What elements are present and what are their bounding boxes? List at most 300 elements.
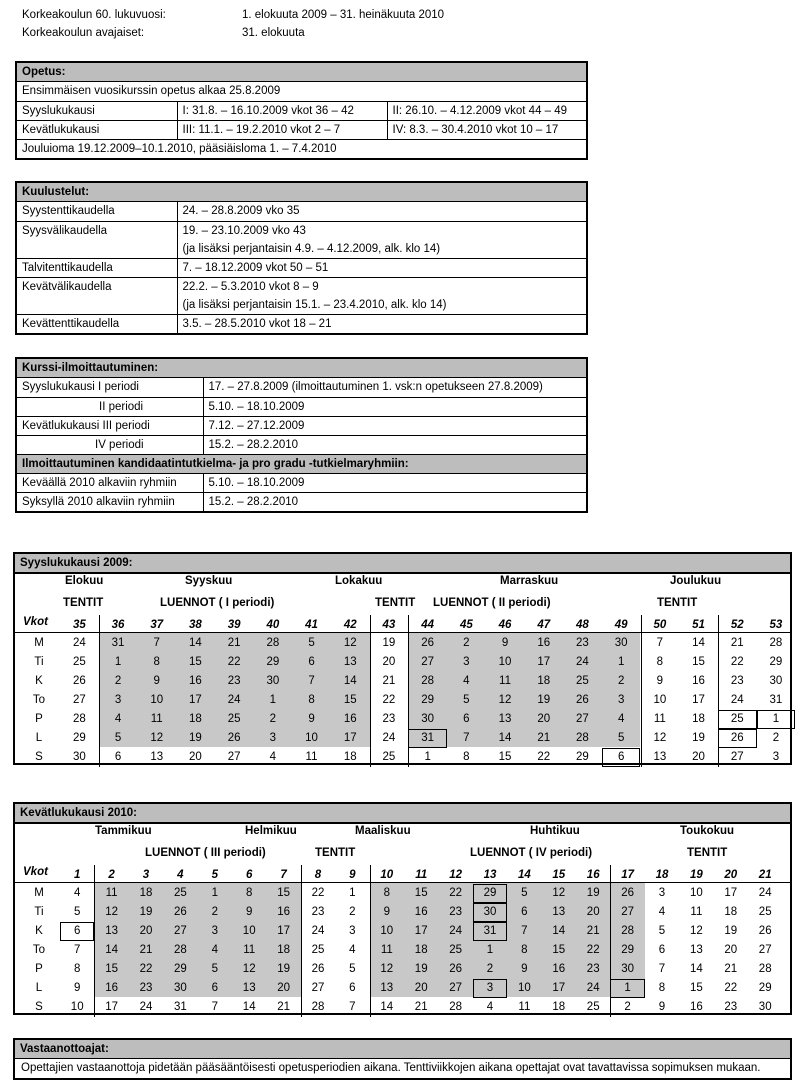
day-cell: 14	[343, 675, 357, 687]
day-cell: 16	[537, 637, 551, 649]
day-cell: 28	[769, 637, 783, 649]
week-number: 38	[189, 619, 202, 631]
day-cell: 7	[521, 925, 528, 937]
day-cell: 23	[227, 675, 241, 687]
week-number: 6	[245, 869, 253, 881]
day-cell: 21	[537, 732, 551, 744]
day-cell: 2	[486, 963, 494, 975]
day-cell: 3	[114, 694, 122, 706]
weekday-label: K	[35, 925, 43, 937]
day-cell: 13	[552, 906, 566, 918]
day-cell: 30	[769, 675, 783, 687]
day-cell: 20	[724, 944, 738, 956]
exam-row-label: Kevättenttikaudella	[17, 314, 177, 333]
week-number: 13	[483, 869, 497, 881]
month-name: Helmikuu	[245, 825, 297, 837]
day-cell: 26	[758, 925, 772, 937]
month-boundary-box	[473, 903, 507, 922]
week-number: 10	[380, 869, 394, 881]
day-cell: 3	[349, 925, 356, 937]
day-cell: 17	[537, 656, 551, 668]
week-number: 11	[415, 869, 428, 881]
period-label: LUENNOT ( III periodi)	[145, 847, 266, 859]
weekday-label: L	[35, 732, 43, 744]
day-cell: 16	[689, 1001, 703, 1013]
opetus-row-period: II: 26.10. – 4.12.2009 vkot 44 – 49	[387, 101, 586, 120]
day-cell: 14	[692, 637, 705, 649]
month-boundary-box	[473, 922, 507, 941]
day-cell: 26	[72, 675, 86, 687]
weekday-label: L	[35, 982, 43, 994]
day-cell: 19	[189, 732, 202, 744]
day-cell: 8	[521, 944, 528, 956]
day-cell: 20	[537, 713, 551, 725]
day-cell: 31	[173, 1001, 187, 1013]
day-cell: 19	[724, 925, 738, 937]
week-number: 12	[449, 869, 462, 881]
week-number: 9	[349, 869, 356, 881]
day-cell: 17	[277, 925, 290, 937]
day-cell: 15	[498, 751, 512, 763]
day-cell: 21	[414, 1001, 428, 1013]
week-number: 35	[72, 619, 86, 631]
month-boundary-box	[610, 979, 644, 998]
day-cell: 10	[653, 694, 667, 706]
day-cell: 5	[211, 963, 218, 975]
month-name: Tammikuu	[95, 825, 152, 837]
month-name: Joulukuu	[670, 575, 722, 587]
day-cell: 29	[769, 656, 783, 668]
day-cell: 1	[269, 694, 277, 706]
day-cell: 8	[245, 887, 253, 899]
registration-row-value: 7.12. – 27.12.2009	[203, 416, 586, 435]
opening-label: Korkeakoulun avajaiset:	[22, 27, 145, 39]
day-cell: 15	[552, 944, 566, 956]
day-cell: 24	[72, 637, 86, 649]
day-cell: 28	[72, 713, 86, 725]
day-cell: 1	[114, 656, 122, 668]
day-cell: 13	[343, 656, 357, 668]
day-cell: 23	[576, 637, 589, 649]
day-cell: 29	[266, 656, 280, 668]
day-cell: 6	[211, 982, 218, 994]
month-name: Lokakuu	[335, 575, 383, 587]
month-boundary-box	[408, 729, 447, 748]
day-cell: 29	[421, 694, 435, 706]
day-cell: 6	[308, 656, 315, 668]
day-cell: 7	[658, 963, 666, 975]
day-cell: 16	[105, 982, 118, 994]
day-cell: 23	[449, 906, 462, 918]
day-cell: 30	[72, 751, 86, 763]
day-cell: 25	[449, 944, 462, 956]
day-cell: 10	[242, 925, 256, 937]
academic-year-value: 1. elokuuta 2009 – 31. heinäkuuta 2010	[242, 9, 445, 21]
day-cell: 30	[421, 713, 435, 725]
day-cell: 13	[498, 713, 512, 725]
week-number: 8	[314, 869, 322, 881]
day-cell: 26	[621, 887, 634, 899]
month-row-line	[15, 823, 790, 824]
day-cell: 29	[483, 887, 497, 899]
weekday-label: P	[35, 963, 43, 975]
thesis-registration-title: Ilmoittautuminen kandidaatintutkielma- ja pro gradu -tutkielmaryhmiin:	[17, 454, 586, 473]
day-cell: 28	[421, 675, 435, 687]
day-cell: 22	[449, 887, 462, 899]
month-name: Syyskuu	[185, 575, 233, 587]
week-number: 3	[142, 869, 150, 881]
day-cell: 14	[552, 925, 566, 937]
thesis-row-value: 15.2. – 28.2.2010	[203, 492, 586, 511]
day-cell: 9	[308, 713, 315, 725]
week-number: 40	[266, 619, 280, 631]
day-cell: 2	[269, 713, 277, 725]
month-name: Marraskuu	[500, 575, 559, 587]
column-divider	[370, 865, 371, 1017]
day-cell: 12	[498, 694, 512, 706]
day-cell: 18	[189, 713, 202, 725]
column-divider	[94, 865, 95, 1017]
day-cell: 22	[537, 751, 551, 763]
exam-row-value: 24. – 28.8.2009 vko 35	[177, 202, 586, 221]
day-cell: 19	[414, 963, 428, 975]
day-cell: 3	[486, 982, 494, 994]
day-cell: 9	[73, 982, 81, 994]
month-name: Toukokuu	[680, 825, 735, 837]
day-cell: 22	[311, 887, 325, 899]
day-cell: 15	[105, 963, 118, 975]
day-cell: 14	[498, 732, 512, 744]
day-cell: 27	[758, 944, 772, 956]
week-number: 4	[177, 869, 184, 881]
day-cell: 28	[758, 963, 772, 975]
day-cell: 23	[724, 1001, 738, 1013]
weekday-label: M	[34, 887, 44, 899]
day-cell: 5	[349, 963, 356, 975]
week-number: 19	[689, 869, 703, 881]
day-cell: 27	[421, 656, 435, 668]
day-cell: 8	[153, 656, 160, 668]
week-number: 18	[655, 869, 669, 881]
day-cell: 16	[277, 906, 290, 918]
day-cell: 21	[586, 925, 600, 937]
day-cell: 30	[483, 906, 497, 918]
day-cell: 9	[521, 963, 528, 975]
weekday-label: K	[35, 675, 43, 687]
day-cell: 13	[150, 751, 164, 763]
week-number: 21	[758, 869, 772, 881]
week-number: 46	[498, 619, 512, 631]
exam-row-value: 22.2. – 5.3.2010 vkot 8 – 9	[182, 280, 319, 293]
day-cell: 15	[414, 887, 428, 899]
day-cell: 31	[483, 925, 497, 937]
day-cell: 9	[656, 675, 664, 687]
day-cell: 28	[449, 1001, 462, 1013]
day-cell: 24	[576, 656, 589, 668]
day-cell: 18	[139, 887, 153, 899]
day-cell: 2	[114, 675, 122, 687]
exam-row-label: Syysvälikaudella	[17, 221, 177, 258]
day-cell: 9	[245, 906, 253, 918]
day-cell: 7	[349, 1001, 356, 1013]
day-cell: 25	[173, 887, 187, 899]
day-cell: 22	[382, 694, 396, 706]
period-label: TENTIT	[687, 847, 728, 859]
day-cell: 20	[414, 982, 428, 994]
day-cell: 28	[311, 1001, 325, 1013]
day-cell: 30	[758, 1001, 772, 1013]
day-cell: 10	[70, 1001, 84, 1013]
day-cell: 4	[658, 906, 666, 918]
period-label: LUENNOT ( I periodi)	[160, 597, 275, 609]
opetus-row-label: Syyslukukausi	[17, 101, 177, 120]
day-cell: 17	[189, 694, 202, 706]
day-cell: 2	[463, 637, 470, 649]
day-cell: 4	[73, 887, 81, 899]
day-cell: 3	[211, 925, 218, 937]
day-cell: 11	[305, 751, 318, 763]
day-cell: 23	[730, 675, 744, 687]
registration-row-value: 15.2. – 28.2.2010	[203, 435, 586, 454]
day-cell: 18	[552, 1001, 566, 1013]
day-cell: 23	[311, 906, 325, 918]
day-cell: 24	[586, 982, 600, 994]
day-cell: 25	[227, 713, 241, 725]
day-cell: 11	[105, 887, 118, 899]
day-cell: 30	[621, 963, 634, 975]
day-cell: 8	[383, 887, 390, 899]
day-cell: 20	[692, 751, 705, 763]
month-boundary-box	[602, 748, 641, 767]
week-number: 7	[280, 869, 287, 881]
weekday-label: M	[34, 637, 44, 649]
day-cell: 21	[227, 637, 241, 649]
day-cell: 15	[692, 656, 705, 668]
day-cell: 28	[576, 732, 589, 744]
day-cell: 6	[73, 925, 81, 937]
day-cell: 8	[73, 963, 81, 975]
day-cell: 7	[463, 732, 470, 744]
day-cell: 3	[658, 887, 666, 899]
week-number: 43	[382, 619, 396, 631]
month-boundary-box	[473, 884, 507, 903]
opetus-row-period: IV: 8.3. – 30.4.2010 vkot 10 – 17	[387, 120, 586, 139]
opetus-row-period: I: 31.8. – 16.10.2009 vkot 36 – 42	[177, 101, 387, 120]
day-cell: 4	[349, 944, 356, 956]
day-cell: 7	[308, 675, 315, 687]
day-cell: 4	[269, 751, 277, 763]
weekday-label: To	[32, 944, 46, 956]
column-divider	[641, 615, 642, 767]
day-cell: 1	[617, 656, 625, 668]
exam-row-value: 3.5. – 28.5.2010 vkot 18 – 21	[177, 314, 586, 333]
day-cell: 12	[552, 887, 566, 899]
day-cell: 16	[552, 963, 566, 975]
week-number: 47	[537, 619, 551, 631]
registration-row-label: II periodi	[17, 397, 203, 416]
exam-row-label: Talvitenttikaudella	[17, 258, 177, 277]
day-cell: 31	[769, 694, 783, 706]
day-cell: 27	[730, 751, 744, 763]
day-cell: 19	[537, 694, 551, 706]
day-cell: 31	[111, 637, 125, 649]
day-cell: 17	[692, 694, 705, 706]
day-cell: 28	[173, 944, 187, 956]
day-cell: 25	[576, 675, 589, 687]
day-cell: 20	[189, 751, 202, 763]
day-cell: 16	[414, 906, 428, 918]
day-cell: 10	[498, 656, 512, 668]
spring-calendar-title: Kevätlukukausi 2010:	[15, 804, 790, 823]
day-cell: 5	[521, 887, 528, 899]
kuulustelut-title: Kuulustelut:	[17, 183, 586, 202]
day-cell: 10	[517, 982, 531, 994]
day-cell: 13	[653, 751, 667, 763]
exam-row-value: 7. – 18.12.2009 vkot 50 – 51	[177, 258, 586, 277]
day-cell: 12	[689, 925, 703, 937]
day-cell: 16	[343, 713, 357, 725]
day-cell: 5	[658, 925, 666, 937]
day-cell: 12	[343, 637, 357, 649]
day-cell: 22	[724, 982, 738, 994]
day-cell: 17	[724, 887, 738, 899]
day-cell: 18	[692, 713, 705, 725]
registration-row-value: 17. – 27.8.2009 (ilmoittautuminen 1. vsk:n opetukseen 27.8.2009)	[203, 378, 586, 397]
day-cell: 14	[380, 1001, 394, 1013]
day-cell: 4	[211, 944, 218, 956]
office-hours-title: Vastaanottoajat:	[15, 1040, 790, 1059]
period-label: TENTIT	[63, 597, 104, 609]
day-cell: 22	[586, 944, 600, 956]
opetus-section	[15, 61, 588, 160]
day-cell: 26	[227, 732, 241, 744]
day-cell: 22	[139, 963, 153, 975]
period-label: TENTIT	[375, 597, 416, 609]
day-cell: 1	[486, 944, 494, 956]
day-cell: 14	[689, 963, 703, 975]
day-cell: 13	[105, 925, 118, 937]
day-cell: 11	[690, 906, 703, 918]
week-number: 39	[227, 619, 241, 631]
day-cell: 1	[624, 982, 631, 994]
fall-calendar-title: Syyslukukausi 2009:	[15, 554, 790, 573]
day-cell: 3	[772, 751, 780, 763]
day-cell: 27	[449, 982, 462, 994]
day-cell: 20	[586, 906, 600, 918]
day-cell: 6	[114, 751, 122, 763]
opetus-title: Opetus:	[17, 63, 586, 82]
day-cell: 11	[653, 713, 666, 725]
day-cell: 5	[73, 906, 81, 918]
day-cell: 19	[277, 963, 290, 975]
day-cell: 13	[242, 982, 256, 994]
month-boundary-box	[718, 729, 757, 748]
weeks-heading: Vkot	[23, 866, 48, 878]
day-cell: 2	[211, 906, 218, 918]
day-cell: 6	[521, 906, 528, 918]
day-cell: 2	[349, 906, 356, 918]
day-cell: 25	[730, 713, 744, 725]
day-cell: 19	[586, 887, 600, 899]
day-cell: 27	[621, 906, 634, 918]
exam-row-note: (ja lisäksi perjantaisin 4.9. – 4.12.2009, alk. klo 14)	[182, 242, 441, 255]
day-cell: 25	[72, 656, 86, 668]
month-boundary-box	[757, 710, 796, 729]
day-cell: 30	[266, 675, 280, 687]
day-cell: 27	[227, 751, 241, 763]
week-number: 17	[621, 869, 634, 881]
day-cell: 5	[617, 732, 625, 744]
day-cell: 21	[277, 1001, 290, 1013]
day-cell: 1	[424, 751, 431, 763]
day-cell: 15	[343, 694, 357, 706]
day-cell: 8	[656, 656, 664, 668]
day-cell: 5	[308, 637, 315, 649]
week-number: 44	[421, 619, 435, 631]
day-cell: 5	[463, 694, 470, 706]
day-cell: 24	[730, 694, 744, 706]
day-cell: 12	[242, 963, 256, 975]
day-cell: 28	[621, 925, 634, 937]
day-cell: 8	[658, 982, 666, 994]
column-divider	[99, 615, 100, 767]
weeks-heading: Vkot	[23, 616, 48, 628]
thesis-row-label: Keväällä 2010 alkaviin ryhmiin	[17, 473, 203, 492]
week-number: 15	[552, 869, 566, 881]
day-cell: 14	[189, 637, 202, 649]
day-cell: 31	[421, 732, 435, 744]
day-cell: 13	[689, 944, 703, 956]
day-cell: 9	[501, 637, 509, 649]
day-cell: 10	[689, 887, 703, 899]
day-cell: 6	[463, 713, 470, 725]
day-cell: 25	[758, 906, 772, 918]
registration-row-value: 5.10. – 18.10.2009	[203, 397, 586, 416]
day-cell: 18	[537, 675, 551, 687]
day-cell: 13	[380, 982, 394, 994]
day-cell: 3	[269, 732, 277, 744]
registration-row-label: Kevätlukukausi III periodi	[17, 416, 203, 435]
day-cell: 27	[72, 694, 86, 706]
month-name: Maaliskuu	[355, 825, 411, 837]
day-cell: 2	[624, 1001, 631, 1013]
week-number: 37	[150, 619, 164, 631]
day-cell: 7	[153, 637, 160, 649]
day-cell: 12	[105, 906, 118, 918]
day-cell: 1	[349, 887, 356, 899]
day-cell: 17	[414, 925, 428, 937]
weekday-label: S	[35, 751, 43, 763]
day-cell: 8	[308, 694, 315, 706]
month-boundary-box	[473, 979, 507, 998]
day-cell: 25	[382, 751, 396, 763]
registration-title: Kurssi-ilmoittautuminen:	[17, 359, 586, 378]
exam-row-note: (ja lisäksi perjantaisin 15.1. – 23.4.2010, alk. klo 14)	[182, 298, 447, 311]
month-row-line	[15, 573, 790, 574]
day-cell: 24	[382, 732, 396, 744]
day-cell: 16	[189, 675, 202, 687]
day-cell: 24	[311, 925, 325, 937]
day-cell: 18	[277, 944, 290, 956]
day-cell: 5	[114, 732, 122, 744]
day-cell: 23	[139, 982, 153, 994]
registration-section	[15, 357, 588, 513]
weekday-label: P	[35, 713, 43, 725]
day-cell: 11	[518, 1001, 531, 1013]
period-label: LUENNOT ( II periodi)	[433, 597, 551, 609]
day-cell: 11	[380, 944, 393, 956]
office-hours-text: Opettajien vastaanottoja pidetään pääsääntöisesti opetusperiodien aikana. Tenttiviikkojen aikana opettajat ovat tavattavissa sopimuksen mukaan.	[21, 1062, 761, 1074]
